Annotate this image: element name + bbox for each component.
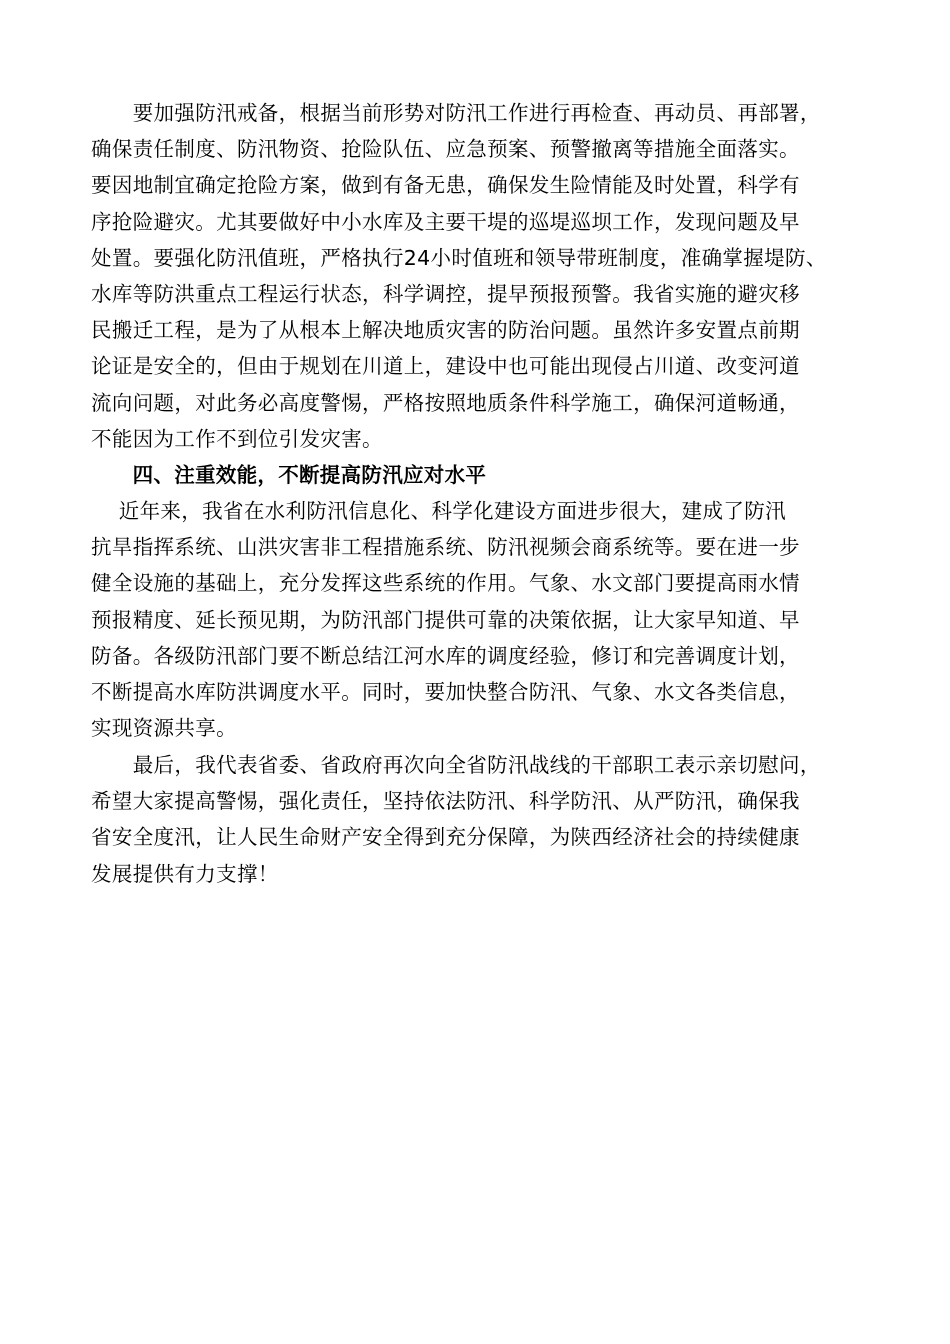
text-line: 不能因为工作不到位引发灾害。 xyxy=(91,426,383,451)
text-line: 确保责任制度、防汛物资、抢险队伍、应急预案、预警撤离等措施全面落实。 xyxy=(91,137,800,162)
text-line: 最后，我代表省委、省政府再次向全省防汛战线的干部职工表示亲切慰问， xyxy=(91,753,821,777)
text-line: 要加强防汛戒备，根据当前形势对防汛工作进行再检查、再动员、再部署， xyxy=(91,101,821,125)
text-line: 抗旱指挥系统、山洪灾害非工程措施系统、防汛视频会商系统等。要在进一步 xyxy=(91,535,800,560)
text-line: 论证是安全的，但由于规划在川道上，建设中也可能出现侵占川道、改变河道 xyxy=(91,354,800,379)
text-line: 预报精度、延长预见期，为防汛部门提供可靠的决策依据，让大家早知道、早 xyxy=(91,607,800,632)
text-line: 希望大家提高警惕，强化责任，坚持依法防汛、科学防汛、从严防汛，确保我 xyxy=(91,789,800,814)
text-line: 民搬迁工程，是为了从根本上解决地质灾害的防治问题。虽然许多安置点前期 xyxy=(91,318,800,343)
text-line: 水库等防洪重点工程运行状态，科学调控，提早预报预警。我省实施的避灾移 xyxy=(91,281,800,306)
section-heading: 四、注重效能，不断提高防汛应对水平 xyxy=(91,463,487,487)
paragraph-informatization xyxy=(91,493,881,746)
text-line: 流向问题，对此务必高度警惕，严格按照地质条件科学施工，确保河道畅通， xyxy=(91,390,800,415)
text-line: 要因地制宜确定抢险方案，做到有备无患，确保发生险情能及时处置，科学有 xyxy=(91,173,800,198)
text-line: 处置。要强化防汛值班，严格执行24小时值班和领导带班制度，准确掌握堤防、 xyxy=(91,245,827,270)
text-line: 省安全度汛，让人民生命财产安全得到充分保障，为陕西经济社会的持续健康 xyxy=(91,825,800,850)
text-line: 实现资源共享。 xyxy=(91,716,237,741)
text-line: 发展提供有力支撑！ xyxy=(91,861,279,886)
text-line: 不断提高水库防洪调度水平。同时，要加快整合防汛、气象、水文各类信息， xyxy=(91,679,800,704)
text-line: 序抢险避灾。尤其要做好中小水库及主要干堤的巡堤巡坝工作，发现问题及早 xyxy=(91,209,800,234)
text-line: 健全设施的基础上，充分发挥这些系统的作用。气象、水文部门要提高雨水情 xyxy=(91,571,800,596)
section-heading-block xyxy=(91,457,881,493)
text-line: 防备。各级防汛部门要不断总结江河水库的调度经验，修订和完善调度计划， xyxy=(91,643,800,668)
paragraph-closing-remarks xyxy=(91,747,881,892)
paragraph-flood-preparedness xyxy=(91,95,881,457)
text-line: 近年来，我省在水利防汛信息化、科学化建设方面进步很大，建成了防汛 xyxy=(91,499,786,523)
